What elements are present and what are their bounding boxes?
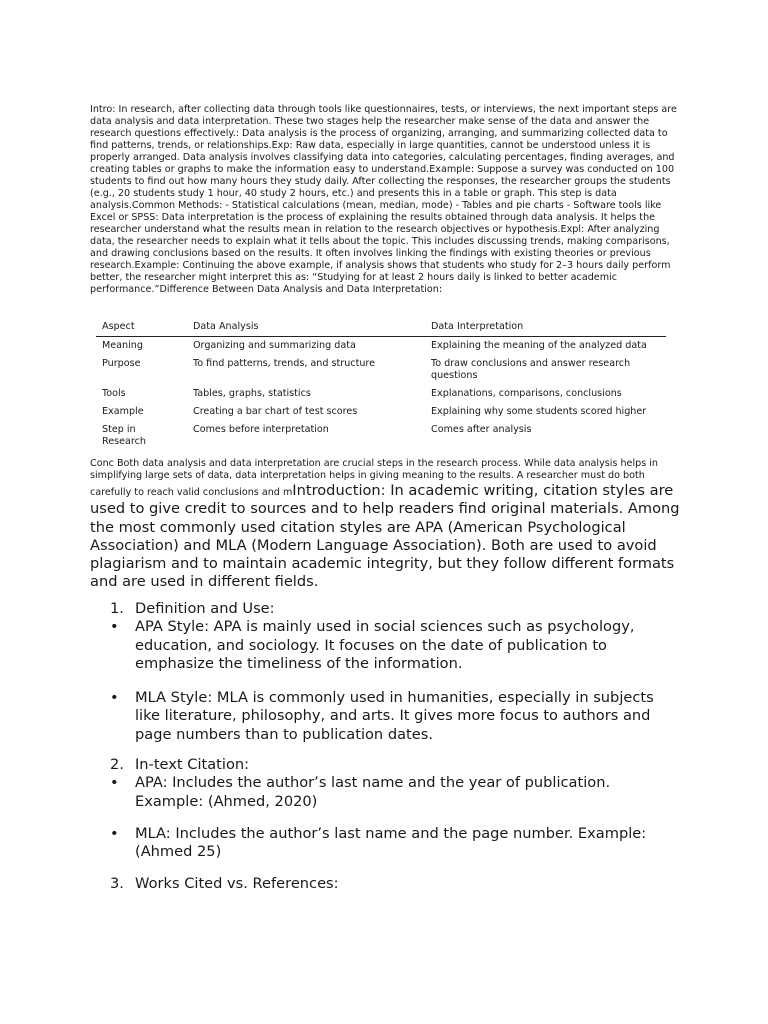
list-number: 2. — [110, 756, 124, 773]
table-cell: To draw conclusions and answer research questions — [431, 358, 631, 381]
list-item — [110, 618, 682, 673]
table-header-row — [96, 318, 666, 337]
table-cell: Tables, graphs, statistics — [193, 388, 311, 399]
header-data-analysis: Data Analysis — [187, 318, 425, 337]
table-cell: Step in Research — [102, 424, 147, 447]
heading-text: Works Cited vs. References: — [135, 875, 339, 892]
bullet-icon: • — [110, 825, 119, 842]
table-row — [96, 385, 666, 403]
list-item — [110, 825, 682, 862]
list-item — [110, 689, 682, 744]
table-cell: Explaining the meaning of the analyzed data — [431, 340, 647, 351]
table-cell: To find patterns, trends, and structure — [193, 358, 376, 369]
table-row — [96, 355, 666, 385]
numbered-heading — [110, 875, 682, 893]
intro-paragraph: Intro: In research, after collecting data through tools like questionnaires, tests, or interviews, the next important steps are data analysis and data interpretation. These two stages help the researcher make sense of the data and answer the research questions effectively.: Data analysis is the process of organizing, arranging, and summarizing collected data to find patterns, trends, or relationships.Exp: Raw data, especially in large quantities, cannot be understood unless it is properly arranged. Data analysis involves classifying data into categories, calculating percentages, finding averages, and creating tables or graphs to make the information easy to understand.Example: Suppose a survey was conducted on 100 students to find out how many hours they study daily. After collecting the responses, the researcher groups the students (e.g., 20 students study 1 hour, 40 study 2 hours, etc.) and presents this in a table or graph. This step is data analysis.Common Methods: - Statistical calculations (mean, median, mode) - Tables and pie charts - Software tools like Excel or SPSS: Data interpretation is the process of explaining the results obtained through data analysis. It helps the researcher understand what the results mean in relation to the research objectives or hypothesis.Expl: After analyzing data, the researcher needs to explain what it tells about the topic. This includes discussing trends, making comparisons, and drawing conclusions based on the results. It often involves linking the findings with existing theories or previous research.Example: Continuing the above example, if analysis shows that students who study for 2–3 hours daily perform better, the researcher might interpret this as: “Studying for at least 2 hours daily is linked to better academic performance.”Difference Between Data Analysis and Data Interpretation: — [90, 104, 677, 295]
table-cell: Purpose — [102, 358, 141, 369]
bullet-text: MLA: Includes the author’s last name and the page number. Example: (Ahmed 25) — [135, 825, 647, 861]
section-in-text-citation — [110, 756, 682, 811]
header-data-interpretation: Data Interpretation — [425, 318, 666, 337]
list-number: 1. — [110, 600, 124, 617]
header-aspect: Aspect — [96, 318, 187, 337]
table-row — [96, 337, 666, 356]
bullet-text: APA: Includes the author’s last name and the year of publication. Example: (Ahmed, 2020) — [135, 774, 611, 810]
numbered-heading — [110, 600, 682, 618]
bullet-icon: • — [110, 689, 119, 706]
table-cell: Explaining why some students scored higher — [431, 406, 647, 417]
table-cell: Comes after analysis — [431, 424, 532, 435]
section-works-cited — [110, 875, 682, 893]
table-cell: Tools — [102, 388, 126, 399]
conclusion-text: Conc Both data analysis and data interpretation are crucial steps in the research process. While data analysis helps in simplifying large sets of data, data interpretation helps in giving meaning to the results. A researcher must do both carefully to reach valid conclusions and m — [90, 458, 659, 498]
bullet-icon: • — [110, 774, 119, 792]
table-cell: Organizing and summarizing data — [193, 340, 356, 351]
section-in-text-citation-mla — [110, 825, 682, 862]
table-cell: Creating a bar chart of test scores — [193, 406, 358, 417]
heading-text: In-text Citation: — [135, 756, 250, 773]
table-cell: Comes before interpretation — [193, 424, 329, 435]
heading-text: Definition and Use: — [135, 600, 275, 617]
table-cell: Meaning — [102, 340, 143, 351]
table-cell: Example — [102, 406, 144, 417]
table-cell: Explanations, comparisons, conclusions — [431, 388, 622, 399]
bullet-text: APA Style: APA is mainly used in social sciences such as psychology, education, and sociology. It focuses on the date of publication to emphasize the timeliness of the information. — [135, 618, 635, 672]
comparison-table — [96, 318, 666, 451]
conclusion-and-citation-paragraph — [90, 458, 680, 592]
list-item — [110, 774, 682, 811]
list-number: 3. — [110, 875, 124, 892]
bullet-text: MLA Style: MLA is commonly used in humanities, especially in subjects like literature, philosophy, and arts. It gives more focus to authors and page numbers than to publication dates. — [135, 689, 654, 743]
numbered-heading — [110, 756, 682, 774]
citation-intro-text: Introduction: In academic writing, citation styles are used to give credit to sources and to help readers find original materials. Among the most commonly used citation styles are APA (American Psychological Association) and MLA (Modern Language Association). Both are used to avoid plagiarism and to maintain academic integrity, but they follow different formats and are used in different fields. — [90, 482, 680, 591]
table-row — [96, 421, 666, 451]
section-definition-and-use-mla — [110, 689, 682, 744]
bullet-icon: • — [110, 618, 119, 636]
section-definition-and-use — [110, 600, 682, 673]
table-row — [96, 403, 666, 421]
